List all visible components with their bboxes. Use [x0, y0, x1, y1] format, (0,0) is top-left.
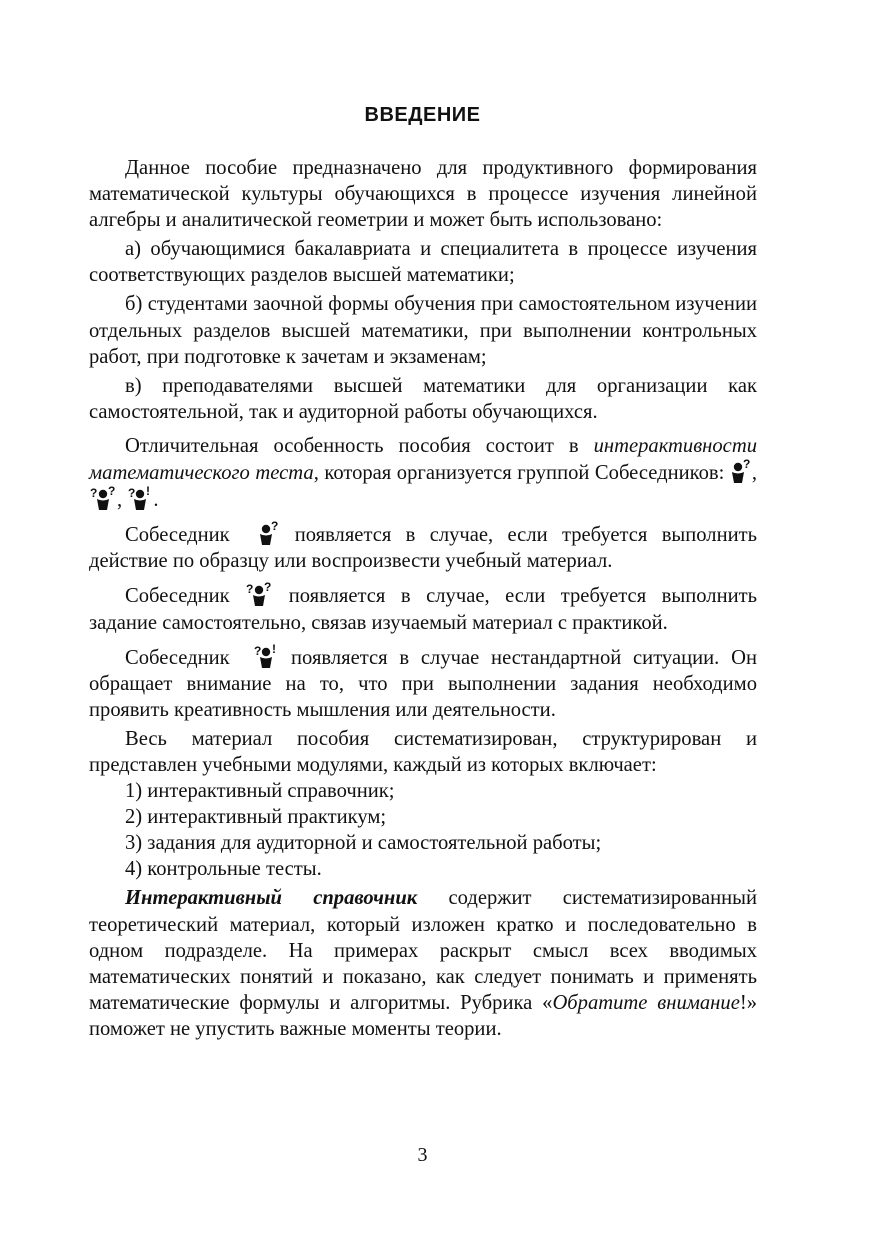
svg-text:?: ?: [271, 521, 279, 534]
interlocutor-exclamation-icon: [253, 644, 279, 670]
module-item-2: 2) интерактивный практикум;: [125, 806, 387, 829]
feature-end: .: [153, 489, 159, 512]
interlocutor-paragraph-2: [89, 582, 757, 635]
rubric-name: Обратите внимание: [552, 991, 740, 1014]
page-title: ВВЕДЕНИЕ: [364, 104, 481, 126]
svg-text:?: ?: [108, 486, 116, 499]
interlocutor-description: появляется в случае нестандартной ситуации. Он обращает внимание на то, что при выполнении задания необходимо проявить креативность мышления или деятельности.: [89, 646, 757, 721]
reference-text: содержит систематизированный теоретический материал, который изложен кратко и последовательно в одном подразделе. На примерах раскрыт смысл всех вводимых математических понятий и показано, как следует понимать и применять математические формулы и алгоритмы. Рубрика «: [89, 887, 757, 1014]
module-item-4: 4) контрольные тесты.: [125, 858, 322, 881]
reference-end: !» поможет не упустить важные моменты теории.: [89, 991, 757, 1040]
feature-text-before: Отличительная особенность пособия состоит в: [125, 434, 594, 457]
page-number: 3: [417, 1144, 428, 1166]
audience-item-c: в) преподавателями высшей математики для организации как самостоятельной, так и аудиторной работы обучающихся.: [89, 374, 757, 423]
interlocutor-prefix: Собеседник: [125, 585, 230, 608]
interlocutor-double-question-icon: [245, 582, 273, 608]
feature-paragraph: [89, 433, 757, 513]
body-text: [89, 155, 757, 1042]
svg-text:?: ?: [264, 582, 272, 595]
svg-text:!: !: [146, 486, 151, 499]
interlocutor-paragraph-1: [89, 521, 757, 574]
icon-separator: ,: [751, 462, 757, 485]
interlocutor-question-icon: [730, 459, 752, 485]
interlocutor-description: появляется в случае, если требуется выполнить действие по образцу или воспроизвести учебный материал.: [89, 524, 758, 573]
interlocutor-exclamation-icon: [127, 486, 153, 512]
interlocutor-paragraph-3: [89, 644, 757, 723]
interlocutor-double-question-icon: [89, 486, 117, 512]
svg-text:?: ?: [128, 486, 136, 501]
interlocutor-description: появляется в случае, если требуется выполнить задание самостоятельно, связав изучаемый материал с практикой.: [89, 585, 758, 634]
interlocutor-question-icon: [258, 521, 280, 547]
audience-item-a: а) обучающимися бакалавриата и специалитета в процессе изучения соответствующих разделов высшей математики;: [89, 238, 757, 287]
feature-italic-term: интерактивности математического теста: [89, 434, 757, 485]
interlocutor-prefix: Собеседник: [125, 524, 230, 547]
svg-text:?: ?: [254, 643, 262, 658]
module-item-3: 3) задания для аудиторной и самостоятельной работы;: [125, 832, 602, 855]
structure-paragraph: Весь материал пособия систематизирован, структурирован и представлен учебными модулями, каждый из которых включает:: [89, 727, 757, 776]
svg-text:?: ?: [742, 459, 751, 472]
svg-text:?: ?: [90, 486, 98, 501]
interlocutor-prefix: Собеседник: [125, 646, 230, 669]
feature-text-after: , которая организуется группой Собеседников:: [313, 462, 730, 485]
icon-separator: ,: [117, 489, 123, 512]
audience-item-b: б) студентами заочной формы обучения при самостоятельном изучении отдельных разделов высшей математики, при выполнении контрольных работ, при подготовке к зачетам и экзаменам;: [89, 293, 757, 368]
module-item-1: 1) интерактивный справочник;: [125, 780, 395, 803]
reference-paragraph: [89, 885, 757, 1042]
reference-term: Интерактивный справочник: [125, 887, 418, 910]
svg-text:?: ?: [246, 582, 254, 597]
svg-text:!: !: [272, 643, 277, 656]
intro-paragraph: Данное пособие предназначено для продуктивного формирования математической культуры обучающихся в процессе изучения линейной алгебры и аналитической геометрии и может быть использовано:: [89, 157, 757, 232]
